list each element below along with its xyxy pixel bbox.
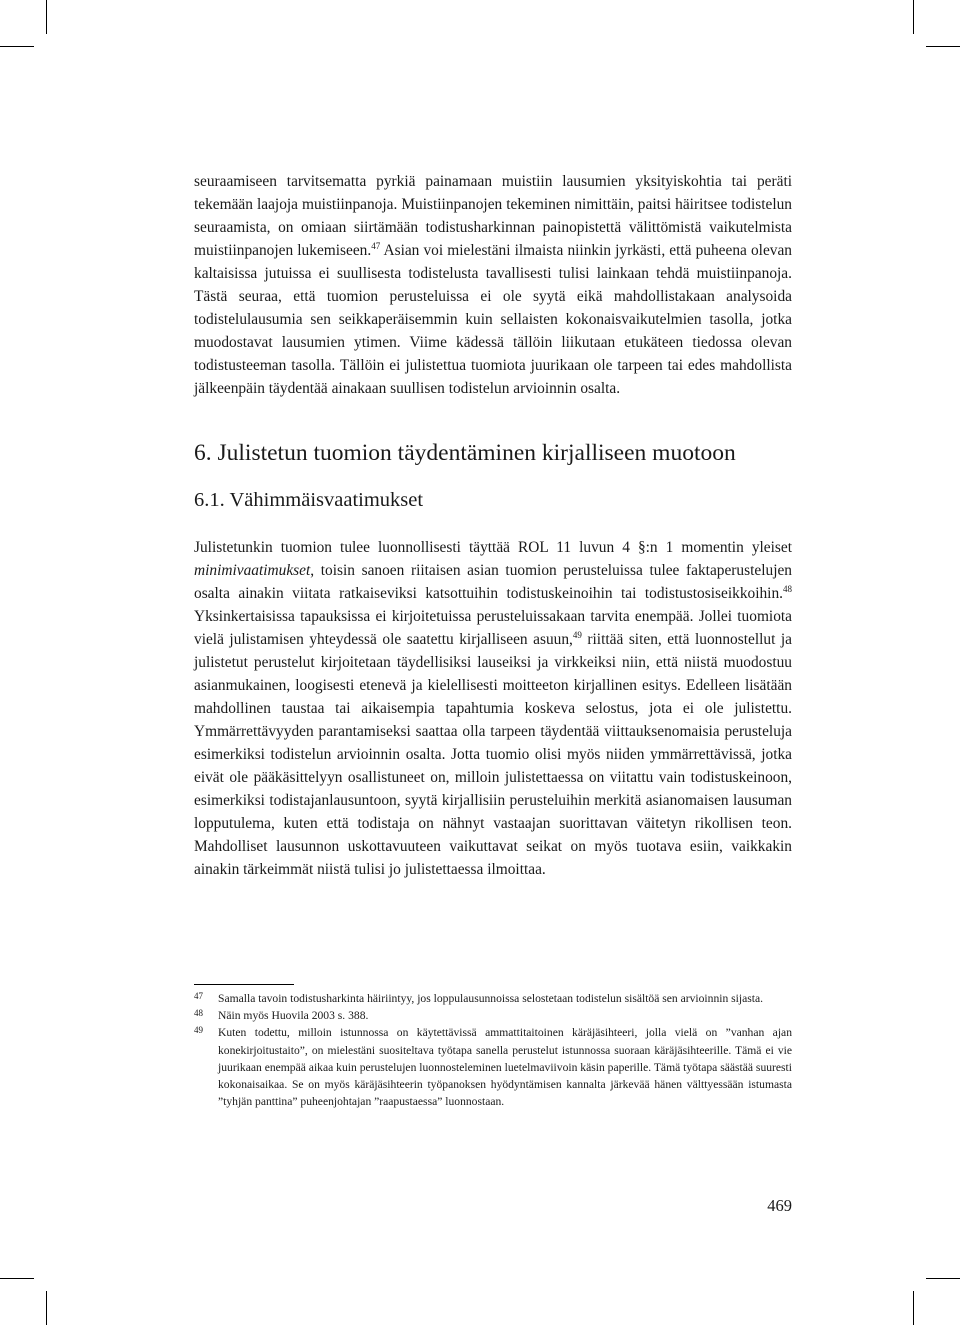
body-paragraph xyxy=(194,536,792,881)
footnote-text: Kuten todettu, milloin istunnossa on käytettävissä ammattitaitoinen käräjäsihteeri, jolla vielä on ”vanhan ajan konekirjoitustaito”, on mielestäni suositeltava työtapa sanella perustelut istunnossa suoraan käräjäsihteerille. Tämä ei vie juurikaan enempää aikaa kuin perustelujen luonnosteleminen luetelmaviivoin käsin paperille. Tämä työtapa säästää suuresti kokonaisaikaa. Se on myös käräjäsihteerin työpanoksen hyödyntämisen kannalta järkevää hänen välttyessään istumasta ”tyhjän panttina” puheenjohtajan ”raapustaessa” luonnostaan. xyxy=(218,1026,792,1109)
crop-mark xyxy=(913,1291,914,1325)
crop-mark xyxy=(926,1278,960,1279)
footnote-text: Näin myös Huovila 2003 s. 388. xyxy=(218,1009,369,1023)
crop-mark xyxy=(926,46,960,47)
crop-mark xyxy=(913,0,914,34)
text-run: Julistetunkin tuomion tulee luonnollisesti täyttää ROL 11 luvun 4 §:n 1 momentin yleiset xyxy=(194,539,792,556)
text-run: Asian voi mielestäni ilmaista niinkin jyrkästi, että puheena olevan kaltaisissa jutuissa ei suullisesta todistelusta tavallisesti tulisi lainkaan tehdä muistiinpanoja. Tästä seuraa, että tuomion perusteluissa ei ole syytä eikä mahdollistakaan analysoida todistelulausumia sen seikkaperäisemmin kuin sellaisten kokonaisvaikutelmien tasolla, jotka muodostavat lausumien ytimen. Viime kädessä tällöin liikutaan etukäteen tiedossa olevan todistusteeman tasolla. Tällöin ei julistettua tuomiota juurikaan ole tarpeen tai edes mahdollista jälkeenpäin täydentää ainakaan suullisen todistelun arvioinnin osalta. xyxy=(194,242,792,397)
footnotes xyxy=(194,990,792,1110)
crop-mark xyxy=(0,46,34,47)
text-run: Yksinkertaisissa tapauksissa ei kirjoitetuissa perusteluissakaan tarvita enempää. Jollei tuomiota vielä julistamisen yhteydessä ole saatettu kirjalliseen asuun, xyxy=(194,608,792,648)
footnote-number: 49 xyxy=(194,1025,203,1036)
footnote-ref: 49 xyxy=(572,629,582,640)
crop-mark xyxy=(46,0,47,34)
page-body xyxy=(194,170,792,881)
crop-mark xyxy=(0,1278,34,1279)
page-number: 469 xyxy=(767,1196,792,1215)
emphasized-term: minimivaatimukset xyxy=(194,562,311,579)
footnote-ref: 48 xyxy=(783,583,792,594)
footnote-separator xyxy=(194,984,294,985)
footnote-number: 48 xyxy=(194,1008,203,1019)
footnote xyxy=(194,1024,792,1110)
footnote-text: Samalla tavoin todistusharkinta häiriintyy, jos loppulausunnoissa selostetaan todistelun sisältöä sen arvioinnin sijasta. xyxy=(218,992,764,1005)
footnote-number: 47 xyxy=(194,991,203,1001)
subsection-heading: 6.1. Vähimmäisvaatimukset xyxy=(194,489,424,511)
footnote-ref: 47 xyxy=(371,240,381,251)
crop-mark xyxy=(46,1291,47,1325)
text-run: riittää siten, että luonnostellut ja julistetut perustelut kirjoitetaan täydellisiksi lauseiksi ja virkkeiksi niin, että niistä muodostuu asianmukainen, loogisesti etenevä ja kielellisesti moitteeton kirjallinen esitys. Edelleen lisätään mahdollinen taustaa tai aikaisempia tapahtumia koskeva selostus, jota ei ole julistettu. Ymmärrettävyyden parantamiseksi saattaa olla tarpeen täydentää viittauksenomaisia perusteluja esimerkiksi todistelun arvioinnin osalta. Jotta tuomio olisi myös niiden ymmärrettävissä, jotka eivät ole pääkäsittelyyn osallistuneet on, milloin julistettaessa on viitattu vain todistuskeinoon, esimerkiksi todistajanlausuntoon, syytä kirjallisiin perusteluihin merkitä asianomaisen lausuman lopputulema, kuten että todistaja on nähnyt vastaajan suorittavan väitetyn rikollisen teon. Mahdolliset lausunnon uskottavuuteen vaikuttavat seikat on myös tuotava esiin, vaikkakin ainakin tärkeimmät niistä tulisi jo julistettaessa ilmoittaa. xyxy=(194,631,792,878)
footnote xyxy=(194,990,792,1007)
text-run: seuraamiseen tarvitsematta pyrkiä painamaan muistiin lausumien yksityiskohtia tai peräti tekemään laajoja muistiinpanoja. Muistiinpanojen tekeminen nimittäin, paitsi häiritsee todistelun seuraamista, on omiaan siirtämään todistusharkinnan painopistettä välittömistä vaikutelmista muistiinpanojen lukemiseen. xyxy=(194,173,792,259)
footnote xyxy=(194,1007,792,1024)
text-run: , toisin sanoen riitaisen asian tuomion perusteluissa tulee faktaperustelujen osalta ainakin viitata ratkaiseviksi katsottuihin todistuskeinoihin tai todistustosiseikkoihin. xyxy=(194,562,792,602)
section-heading: 6. Julistetun tuomion täydentäminen kirjalliseen muotoon xyxy=(194,440,736,466)
body-paragraph xyxy=(194,170,792,400)
